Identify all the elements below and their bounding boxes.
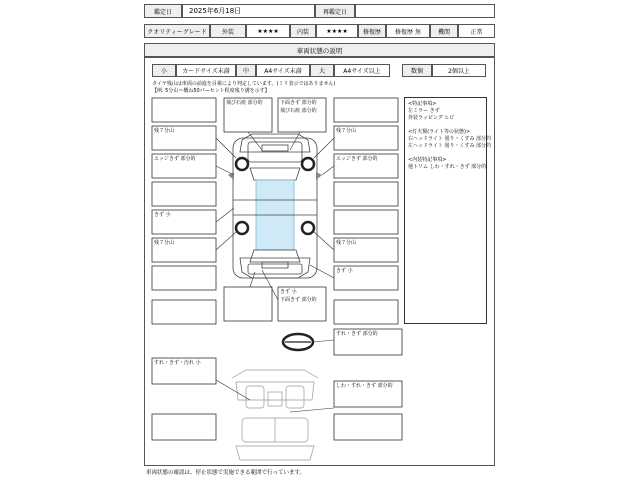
- inspect-date-value: 2025年6月18日: [182, 4, 315, 18]
- callout-box: [152, 300, 216, 324]
- car-interior-view: [232, 370, 318, 460]
- tire-note-1: タイヤ残山は車両の前進を目視により判定しています。(ミリ表示ではありません): [152, 81, 336, 87]
- legend-small-desc: カードサイズ未満: [176, 64, 236, 77]
- callout-interior-right: しわ・すれ・きず 部分的: [336, 383, 393, 389]
- interior-notes-title: <内装特記事項>: [408, 157, 447, 163]
- callout-box: [334, 98, 398, 122]
- callout-box: [334, 414, 402, 440]
- callout-right-5: 残７分山: [336, 240, 357, 246]
- legend-large: 大: [310, 64, 334, 77]
- interior-label: 内装: [290, 24, 316, 38]
- section-title: 車両状態の説明: [144, 43, 495, 57]
- repair-history-value: 修復歴 無: [386, 24, 430, 38]
- callout-box: [224, 287, 272, 321]
- tire-rear-right-icon: [302, 222, 314, 234]
- callout-box: [152, 414, 216, 440]
- repair-history-label: 修復歴: [358, 24, 386, 38]
- callout-top-center-right-2: 飛び石痕 部分的: [280, 108, 317, 114]
- special-note-1: 左ミラー きず: [408, 108, 440, 114]
- windshield: [250, 168, 300, 180]
- exterior-label: 外装: [210, 24, 246, 38]
- special-note-2: 外装ラッピング ヒビ: [408, 115, 455, 121]
- callout-bottom-right-1: きず 小: [280, 289, 297, 295]
- reinspect-date-label: 再鑑定日: [315, 4, 355, 18]
- exterior-rating: ★★★★: [246, 24, 290, 38]
- right-mirror-icon: [316, 172, 322, 180]
- legend-large-desc: A4サイズ以上: [334, 64, 390, 77]
- callout-left-4: きず 小: [154, 212, 171, 218]
- legend-medium-desc: A4サイズ未満: [256, 64, 310, 77]
- callout-left-1: 残７分山: [154, 128, 175, 134]
- tire-front-right-icon: [302, 158, 314, 170]
- lights-note-1: 右ヘッドライト 曇り・くすみ 部分的: [408, 136, 492, 142]
- tire-rear-left-icon: [236, 222, 248, 234]
- callout-interior-left: すれ・きず・汚れ 小: [154, 360, 201, 366]
- tire-note-2: 【例. 5分山＝概ね50パーセント程度残り溝を示す】: [152, 88, 270, 94]
- steering-wheel-icon: [283, 334, 313, 350]
- callout-box: [334, 300, 398, 324]
- interior-rating: ★★★★: [316, 24, 358, 38]
- legend-medium: 中: [236, 64, 256, 77]
- equipment-label: 機関: [430, 24, 458, 38]
- legend-small: 小: [152, 64, 176, 77]
- special-notes-title: <特記事項>: [408, 101, 437, 107]
- reinspect-date-value: [355, 4, 495, 18]
- car-front-view: [240, 134, 310, 152]
- tire-front-left-icon: [236, 158, 248, 170]
- callout-top-center-left: 飛び石痕 部分的: [226, 100, 263, 106]
- vehicle-diagram: [144, 57, 495, 466]
- quality-grade-label: クオリティーグレード: [144, 24, 210, 38]
- callout-box: [152, 266, 216, 290]
- trunk: [248, 264, 302, 274]
- callout-box: [152, 98, 216, 122]
- callout-box: [334, 182, 398, 206]
- legend-count-value: 2個以上: [432, 64, 486, 77]
- callout-steering: すれ・きず 部分的: [336, 331, 378, 337]
- callout-left-5: 残７分山: [154, 240, 175, 246]
- callout-right-6: きず 小: [336, 268, 353, 274]
- equipment-value: 正常: [458, 24, 495, 38]
- callout-box: [334, 210, 398, 234]
- callout-right-2: エッジきず 部分的: [336, 156, 378, 162]
- callout-left-2: エッジきず 部分的: [154, 156, 196, 162]
- callout-bottom-right-2: 下面きず 部分的: [280, 297, 317, 303]
- footer-note: 車両状態の確認は、停止状態で実施できる範囲で行っています。: [146, 470, 306, 476]
- lights-title: <灯火類(ライト等の状態)>: [408, 129, 471, 135]
- callout-top-center-right-1: 下面きず 部分的: [280, 100, 317, 106]
- legend-count-label: 数個: [402, 64, 432, 77]
- inspect-date-label: 鑑定日: [144, 4, 182, 18]
- lights-note-2: 左ヘッドライト 曇り・くすみ 部分的: [408, 143, 492, 149]
- rear-window: [250, 250, 300, 262]
- callout-box: [152, 182, 216, 206]
- callout-right-1: 残７分山: [336, 128, 357, 134]
- interior-note-1: 他トリム しわ・すれ・きず 部分的: [408, 164, 487, 170]
